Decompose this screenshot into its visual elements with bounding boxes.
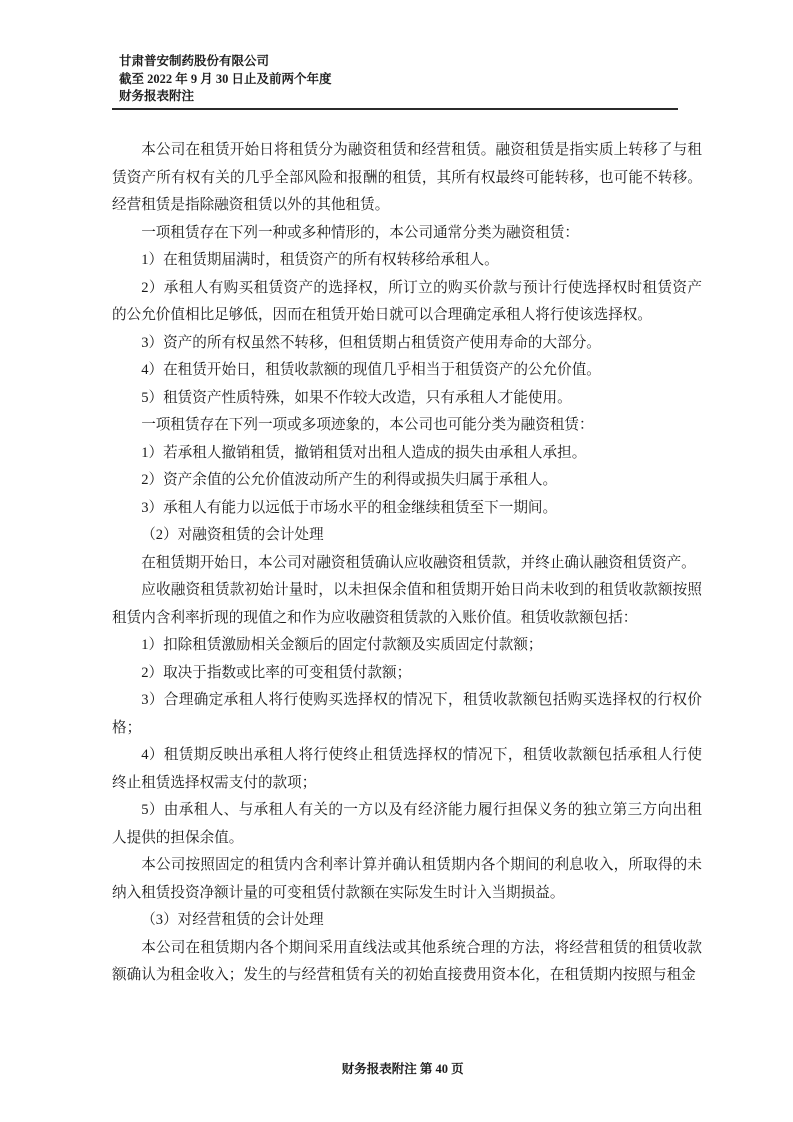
paragraph: 3）资产的所有权虽然不转移，但租赁期占租赁资产使用寿命的大部分。 bbox=[141, 334, 601, 351]
paragraph: 应收融资租赁款初始计量时，以未担保余值和租赁期开始日尚未收到的租赁收款额按照租赁内含利率折现的现值之和作为应收融资租赁款的入账价值。租赁收款额包括： bbox=[112, 582, 702, 626]
document-type: 财务报表附注 bbox=[119, 89, 195, 103]
paragraph: 4）租赁期反映出承租人将行使终止租赁选择权的情况下，租赁收款额包括承租人行使终止租赁选择权需支付的款项； bbox=[112, 747, 702, 791]
paragraph: 1）扣除租赁激励相关金额后的固定付款额及实质固定付款额； bbox=[141, 637, 543, 653]
paragraph-section-heading: （3）对经营租赁的会计处理 bbox=[141, 912, 324, 928]
paragraph: 2）承租人有购买租赁资产的选择权，所订立的购买价款与预计行使选择权时租赁资产的公允价值相比足够低，因而在租赁开始日就可以合理确定承租人将行使该选择权。 bbox=[112, 279, 702, 323]
page-footer bbox=[0, 1044, 793, 1092]
paragraph: 在租赁期开始日，本公司对融资租赁确认应收融资租赁款，并终止确认融资租赁资产。 bbox=[141, 554, 696, 571]
paragraph: 3）承租人有能力以远低于市场水平的租金继续租赁至下一期间。 bbox=[141, 499, 558, 516]
paragraph-section-heading: （2）对融资租赁的会计处理 bbox=[141, 527, 324, 543]
company-name: 甘肃普安制药股份有限公司 bbox=[119, 54, 270, 68]
paragraph: 1）在租赁期届满时，租赁资产的所有权转移给承租人。 bbox=[141, 252, 499, 268]
reporting-period: 截至 2022 年 9 月 30 日止及前两个年度 bbox=[119, 71, 332, 86]
paragraph: 本公司按照固定的租赁内含利率计算并确认租赁期内各个期间的利息收入，所取得的未纳入租赁投资净额计量的可变租赁付款额在实际发生时计入当期损益。 bbox=[112, 857, 702, 901]
paragraph: 一项租赁存在下列一项或多项迹象的，本公司也可能分类为融资租赁： bbox=[141, 417, 594, 433]
paragraph: 本公司在租赁开始日将租赁分为融资租赁和经营租赁。融资租赁是指实质上转移了与租赁资产所有权有关的几乎全部风险和报酬的租赁，其所有权最终可能转移，也可能不转移。经营租赁是指除融资租赁以外的其他租赁。 bbox=[112, 142, 702, 213]
paragraph: 2）取决于指数或比率的可变租赁付款额； bbox=[141, 664, 412, 681]
paragraph: 一项租赁存在下列一种或多种情形的，本公司通常分类为融资租赁： bbox=[141, 224, 580, 241]
header-divider bbox=[112, 108, 678, 110]
document-header bbox=[119, 53, 332, 106]
document-body bbox=[112, 137, 702, 990]
paragraph: 2）资产余值的公允价值波动所产生的利得或损失归属于承租人。 bbox=[141, 472, 558, 488]
paragraph: 3）合理确定承租人将行使购买选择权的情况下，租赁收款额包括购买选择权的行权价格； bbox=[112, 692, 702, 736]
paragraph: 5）由承租人、与承租人有关的一方以及有经济能力履行担保义务的独立第三方向出租人提供的担保余值。 bbox=[112, 802, 702, 846]
paragraph: 4）在租赁开始日，租赁收款额的现值几乎相当于租赁资产的公允价值。 bbox=[141, 362, 601, 378]
footer-page-label: 财务报表附注 第 40 页 bbox=[341, 1062, 464, 1076]
paragraph: 1）若承租人撤销租赁，撤销租赁对出租人造成的损失由承租人承担。 bbox=[141, 444, 587, 461]
paragraph: 本公司在租赁期内各个期间采用直线法或其他系统合理的方法，将经营租赁的租赁收款额确认为租金收入；发生的与经营租赁有关的初始直接费用资本化，在租赁期内按照与租金 bbox=[112, 939, 702, 983]
paragraph: 5）租赁资产性质特殊，如果不作较大改造，只有承租人才能使用。 bbox=[141, 389, 572, 406]
